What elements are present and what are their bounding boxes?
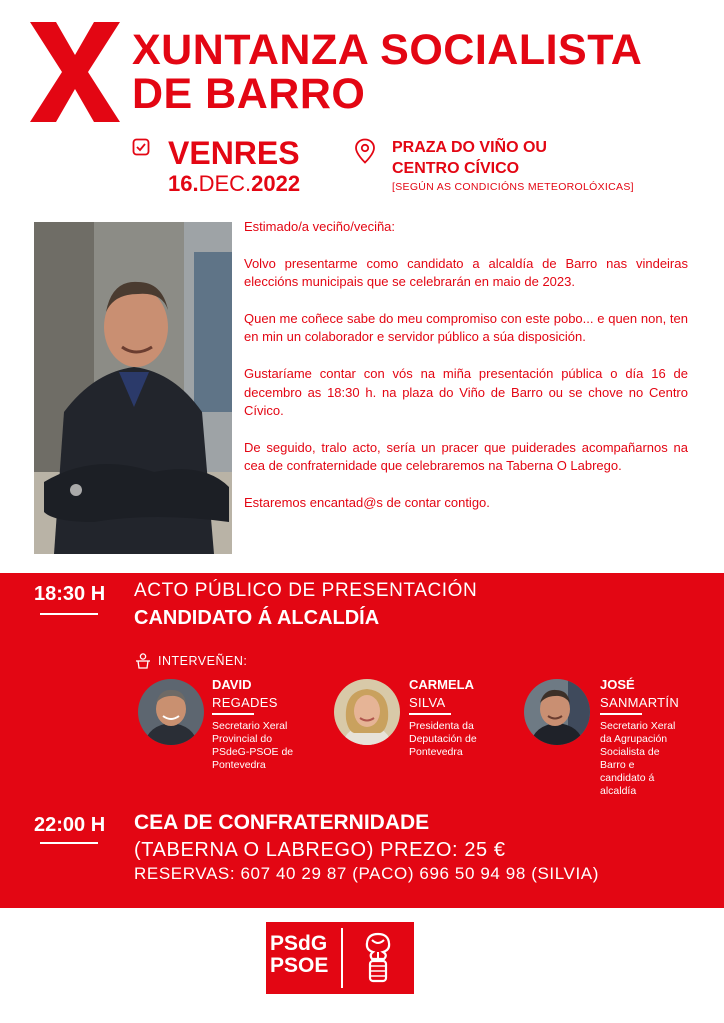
speaker-3-underline [600,713,642,715]
place-note: [SEGÚN AS CONDICIÓNS METEOROLÓXICAS] [392,181,634,193]
speaker-3-role-line: Secretario Xeral [600,720,676,732]
logo-line-2: PSOE [270,954,329,977]
event1-subtitle: CANDIDATO Á ALCALDÍA [134,607,380,629]
fist-rose-icon [348,928,408,988]
letter-greeting: Estimado/a veciño/veciña: [244,219,396,234]
speaker-photo [524,679,590,745]
speakers-label: INTERVEÑEN: [158,654,248,668]
letter-paragraph-1: Volvo presentarme como candidato a alcaldía de Barro nas vindeiras eleccións municipais que se celebrarán en maio de 2023. [244,255,688,290]
letter-body [244,218,688,512]
date-day: 16. [168,171,199,196]
event-day: VENRES [168,135,300,171]
speaker-3-role [600,720,675,798]
date-year: 2022 [251,171,301,196]
logo-line-1: PSdG [270,932,328,955]
letter-paragraph-4: De seguido, tralo acto, sería un pracer que puiderades acompañarnos na cea de confraternidade que celebraremos na Taberna O Labrego. [244,439,688,474]
event1-time-underline [40,613,98,615]
speaker-2-first-name: CARMELA [409,677,474,692]
place-line-1: PRAZA DO VIÑO OU [392,139,547,156]
place-line-2: CENTRO CÍVICO [392,160,520,177]
title-line-2: DE BARRO [132,70,366,118]
speaker-2-role-line: Pontevedra [409,746,463,758]
speakers-podium-icon [134,653,152,669]
speaker-1-role-line: PSdeG-PSOE de [212,746,294,758]
speaker-photo [334,679,400,745]
speaker-2-role-line: Deputación de [409,733,477,745]
event2-time-underline [40,842,98,844]
location-pin-icon [354,138,376,164]
x-mark-icon [30,22,120,122]
logo-divider [341,928,343,988]
speaker-2-last-name: SILVA [409,695,446,710]
title-line-1: XUNTANZA SOCIALISTA [132,26,643,74]
event2-time: 22:00 H [34,814,106,836]
psoe-logo-text [270,933,328,977]
event-place [392,137,547,179]
event1-title: ACTO PÚBLICO DE PRESENTACIÓN [134,580,478,601]
speaker-2-underline [409,713,451,715]
letter-closing: Estaremos encantad@s de contar contigo. [244,495,490,511]
speaker-3-first-name: JOSÉ [600,677,635,692]
letter-paragraph-2: Quen me coñece sabe do meu compromiso con este pobo... e quen non, ten en min un colaborador e servidor público a súa disposición. [244,311,688,345]
event2-reservations: RESERVAS: 607 40 29 87 (PACO) 696 50 94 98 (SILVIA) [134,864,599,883]
checkbox-calendar-icon [132,138,150,156]
speaker-3-role-line: candidato á [600,772,655,784]
event-title [132,28,642,116]
speaker-1-first-name: DAVID [212,677,252,692]
speaker-photo [138,679,204,745]
letter-paragraph-3: Gustaríame contar con vós na miña presentación pública o día 16 de decembro as 18:30 h. na plaza do Viño de Barro ou se chove no Centro Cívico. [244,366,688,419]
event2-title: CEA DE CONFRATERNIDADE [134,811,430,834]
program-band [0,573,724,908]
speaker-1-last-name: REGADES [212,695,278,710]
speaker-3-last-name: SANMARTÍN [600,695,680,710]
candidate-photo [34,222,232,554]
speaker-3-role-line: da Agrupación [600,733,668,745]
speaker-1-role-line: Secretario Xeral [212,720,288,732]
speaker-3-role-line: Socialista de [600,746,660,758]
speaker-3-role-line: alcaldía [600,785,637,797]
speaker-2-role [409,720,477,759]
date-month: DEC. [198,171,252,196]
speaker-1-role-line: Pontevedra [212,759,266,771]
speaker-1-underline [212,713,254,715]
event2-subtitle: (TABERNA O LABREGO) PREZO: 25 € [134,839,506,861]
event1-time: 18:30 H [34,583,106,605]
speaker-1-role [212,720,293,772]
speaker-3-role-line: Barro e [600,759,635,771]
event-date [168,172,300,196]
speaker-2-role-line: Presidenta da [409,720,474,732]
speaker-1-role-line: Provincial do [212,733,273,745]
